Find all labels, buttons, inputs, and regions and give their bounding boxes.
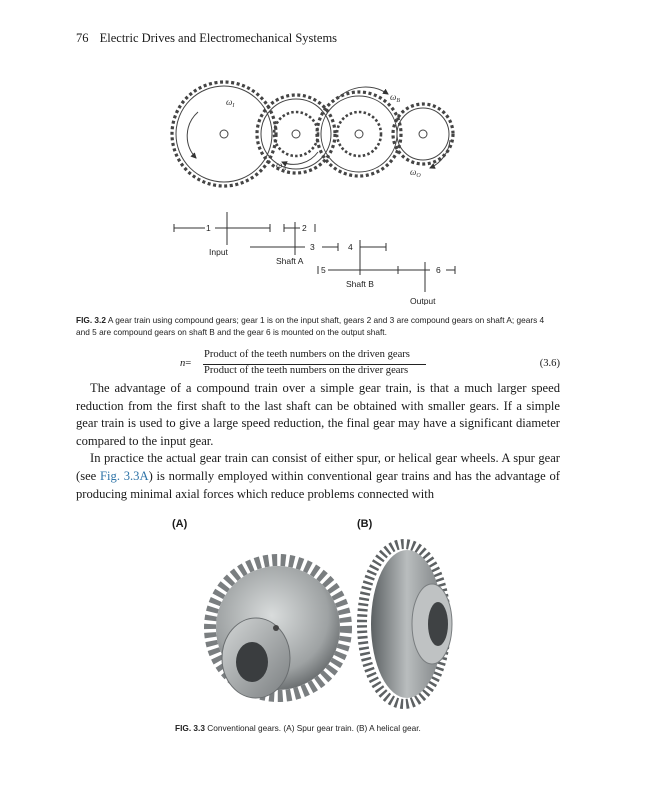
equation-3-6 xyxy=(180,349,560,379)
paragraph-2: In practice the actual gear train can consist of either spur, or helical gear wheels. A spur gear (see Fig. 3.3A) is normally employed within conventional gear trains and has the advantage of producing minimal axial forces which reduce problems connected with xyxy=(76,451,560,501)
fig-3-2-caption xyxy=(76,314,560,338)
equation-numerator: Product of the teeth numbers on the driven gears xyxy=(204,349,410,360)
gear-4-5-drawing xyxy=(317,87,401,176)
omega-b-label: $\omega_B$ xyxy=(390,92,401,104)
output-label: Output xyxy=(410,296,436,305)
paragraph-1: The advantage of a compound train over a simple gear train, is that a much larger speed reduction from the first shaft to the last shaft can be obtained with smaller gears. If a simple gear train is used to give a large speed reduction, the final gear may have a significant diameter compared to the input gear. xyxy=(76,381,560,448)
gear-1-drawing xyxy=(172,82,276,186)
fig-3-2-text: A gear train using compound gears; gear 1 is on the input shaft, gears 2 and 3 are compound gears on shaft A; gears 4 and 5 are compound gears on shaft B and the gear 6 is mounted on the output shaft. xyxy=(76,315,545,337)
gear-6-label: 6 xyxy=(436,265,441,275)
panel-b-label: (B) xyxy=(357,518,373,530)
gear-3-label: 3 xyxy=(310,242,315,252)
gear-5-label: 5 xyxy=(321,265,326,275)
equation-number: (3.6) xyxy=(539,358,560,369)
shaft-b-label: Shaft B xyxy=(346,279,374,289)
panel-a-label: (A) xyxy=(172,518,188,530)
shaft-a-label: Shaft A xyxy=(276,256,304,266)
equation-denominator: Product of the teeth numbers on the driver gears xyxy=(204,365,409,376)
running-title: Electric Drives and Electromechanical Systems xyxy=(99,31,338,45)
fig-3-3-caption xyxy=(175,722,475,734)
equation-lhs: n= xyxy=(180,358,192,369)
omega-o-label: $\omega_O$ xyxy=(410,167,421,179)
gear-2-3-drawing xyxy=(257,95,335,173)
fig-3-3a-link[interactable]: Fig. 3.3A xyxy=(100,468,149,483)
gear-train-schematic xyxy=(0,205,648,305)
gear-2-label: 2 xyxy=(302,223,307,233)
running-header xyxy=(76,31,337,46)
spur-gear-photo xyxy=(196,540,356,710)
input-label: Input xyxy=(209,247,228,257)
gear-4-label: 4 xyxy=(348,242,353,252)
fig-3-2-label: FIG. 3.2 xyxy=(76,315,106,325)
omega-i-label: $\omega_I$ xyxy=(226,97,235,109)
body-text xyxy=(76,380,560,503)
helical-gear-photo xyxy=(352,536,462,711)
fig-3-3-text: Conventional gears. (A) Spur gear train. (B) A helical gear. xyxy=(207,723,421,733)
omega-a-label: $\omega_A$ xyxy=(276,160,287,172)
fig-3-3-label: FIG. 3.3 xyxy=(175,723,205,733)
page-number: 76 xyxy=(76,31,89,45)
gear-1-label: 1 xyxy=(206,223,211,233)
